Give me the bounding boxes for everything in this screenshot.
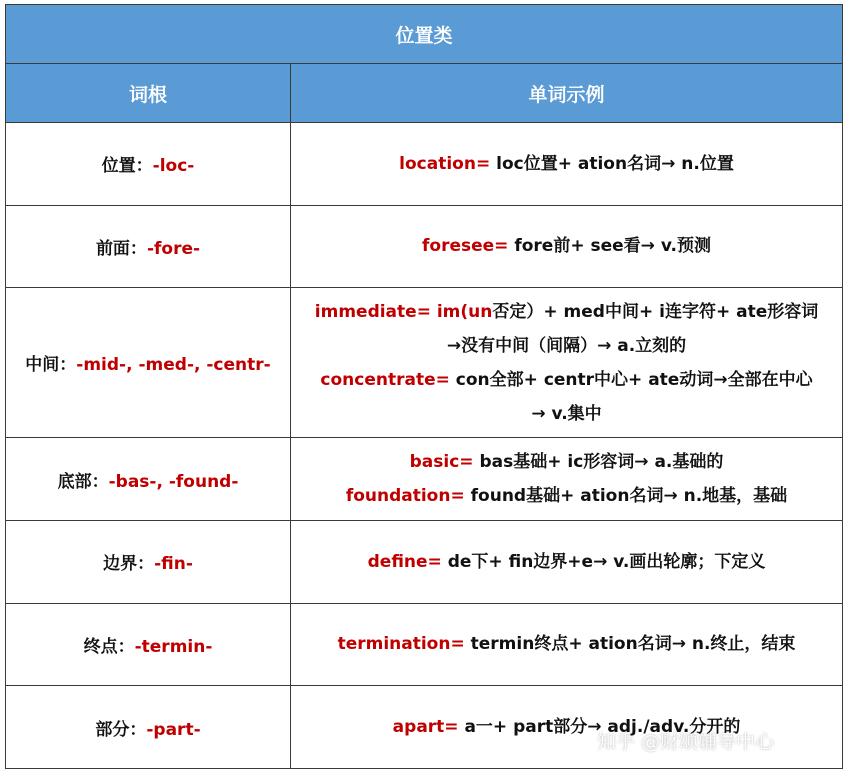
- example-line: [291, 397, 842, 431]
- example-cell: [291, 205, 843, 288]
- example-breakdown: found基础+ ation名词→ n.地基，基础: [464, 486, 788, 507]
- root-affix: -fore-: [146, 238, 201, 259]
- root-label: 底部：: [57, 471, 109, 492]
- example-breakdown: →没有中间（间隔）→ a.立刻的: [446, 335, 687, 356]
- table-row: [6, 521, 843, 604]
- example-line: [291, 147, 842, 181]
- table-row: [6, 205, 843, 288]
- example-line: [291, 479, 842, 513]
- root-cell: [6, 122, 291, 205]
- example-breakdown: fore前+ see看→ v.预测: [508, 236, 711, 257]
- example-breakdown: → v.集中: [531, 403, 602, 424]
- example-line: [291, 363, 842, 397]
- example-word: foresee=: [422, 236, 509, 257]
- example-line: [291, 295, 842, 329]
- root-label: 边界：: [103, 554, 155, 575]
- root-cell: [6, 288, 291, 438]
- example-breakdown: bas基础+ ic形容词→ a.基础的: [473, 452, 724, 473]
- root-label: 部分：: [95, 719, 147, 740]
- table-row: [6, 603, 843, 686]
- root-cell: [6, 438, 291, 521]
- example-cell: [291, 438, 843, 521]
- root-affix: -fin-: [154, 554, 193, 575]
- root-cell: [6, 521, 291, 604]
- example-cell: [291, 603, 843, 686]
- example-line: [291, 229, 842, 263]
- example-breakdown: con全部+ centr中心+ ate动词→全部在中心: [449, 369, 813, 390]
- example-word: location=: [399, 153, 491, 174]
- root-label: 终点：: [83, 636, 135, 657]
- example-cell: [291, 122, 843, 205]
- root-affix: -mid-, -med-, -centr-: [76, 355, 271, 376]
- example-word: termination=: [337, 634, 465, 655]
- example-line: [291, 627, 842, 661]
- example-word: define=: [367, 551, 442, 572]
- example-word: foundation=: [345, 486, 465, 507]
- table-title: 位置类: [6, 5, 843, 64]
- example-word: concentrate=: [320, 369, 450, 390]
- table-row: [6, 122, 843, 205]
- watermark: 知乎 @财颂辅导中心: [597, 731, 775, 753]
- example-cell: [291, 521, 843, 604]
- example-line: [291, 329, 842, 363]
- example-cell: [291, 288, 843, 438]
- title-row: [6, 5, 843, 64]
- example-breakdown: termin终点+ ation名词→ n.终止，结束: [464, 634, 796, 655]
- table-row: [6, 288, 843, 438]
- root-affix: -loc-: [152, 156, 195, 177]
- example-word: immediate= im(un: [314, 301, 493, 322]
- root-label: 中间：: [25, 355, 77, 376]
- example-breakdown: 否定）+ med中间+ i连字符+ ate形容词: [492, 301, 819, 322]
- root-label: 位置：: [101, 156, 153, 177]
- example-word: apart=: [392, 717, 459, 738]
- table-row: [6, 438, 843, 521]
- header-row: [6, 64, 843, 122]
- root-affix: -bas-, -found-: [108, 471, 239, 492]
- root-label: 前面：: [95, 238, 147, 259]
- header-root: 词根: [6, 64, 291, 122]
- root-affix: -part-: [146, 719, 201, 740]
- example-word: basic=: [409, 452, 474, 473]
- root-affix: -termin-: [134, 636, 213, 657]
- root-cell: [6, 686, 291, 769]
- example-breakdown: a一+ part部分→ adj./adv.分开的: [458, 717, 741, 738]
- root-table: [5, 4, 843, 769]
- header-examples: 单词示例: [291, 64, 843, 122]
- root-cell: [6, 603, 291, 686]
- example-breakdown: loc位置+ ation名词→ n.位置: [490, 153, 734, 174]
- root-cell: [6, 205, 291, 288]
- example-line: [291, 545, 842, 579]
- example-line: [291, 445, 842, 479]
- example-breakdown: de下+ fin边界+e→ v.画出轮廓；下定义: [441, 551, 766, 572]
